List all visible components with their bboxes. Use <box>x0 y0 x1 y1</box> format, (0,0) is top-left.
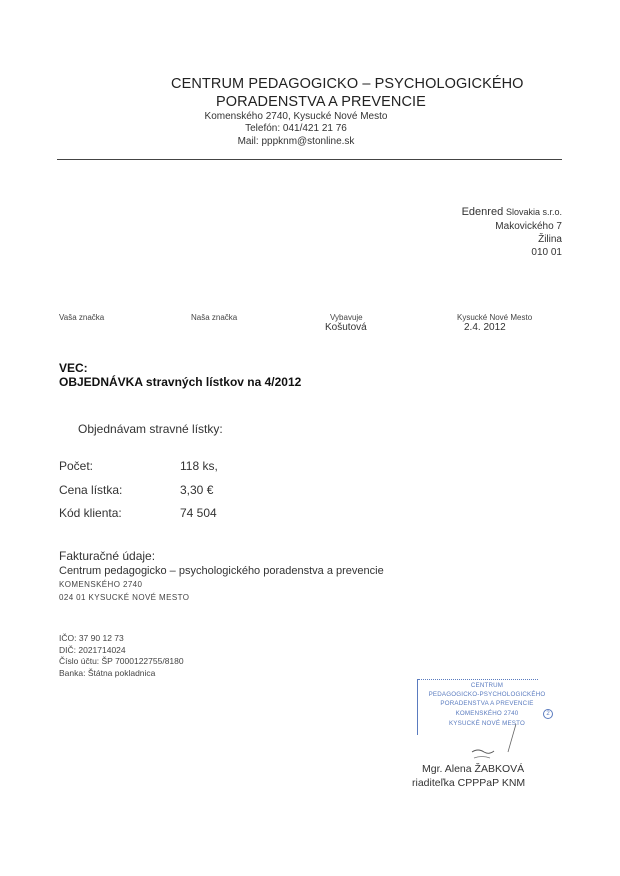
order-intro: Objednávam stravné lístky: <box>78 422 223 436</box>
signatory-name: Mgr. Alena ŽABKOVÁ <box>422 763 525 775</box>
org-address: Komenského 2740, Kysucké Nové Mesto <box>204 111 388 122</box>
billing-heading: Fakturačné údaje: <box>59 549 156 563</box>
ref-place-label: Kysucké Nové Mesto <box>457 313 533 322</box>
org-name-line1: CENTRUM PEDAGOGICKO – PSYCHOLOGICKÉHO <box>171 76 524 92</box>
order-row-value: 74 504 <box>180 506 217 520</box>
stamp-line: PEDAGOGICKO-PSYCHOLOGICKÉHO <box>428 691 546 698</box>
billing-street: KOMENSKÉHO 2740 <box>59 580 143 589</box>
org-email: Mail: pppknm@stonline.sk <box>237 136 355 147</box>
recipient-company: Slovakia s.r.o. <box>505 207 562 217</box>
ico: IČO: 37 90 12 73 <box>59 633 124 643</box>
account-number: Číslo účtu: ŠP 7000122755/8180 <box>59 656 184 666</box>
org-name-line2: PORADENSTVA A PREVENCIE <box>216 94 426 110</box>
header-divider <box>57 159 562 160</box>
billing-name: Centrum pedagogicko – psychologického poradenstva a prevencie <box>59 565 384 577</box>
billing-city: 024 01 KYSUCKÉ NOVÉ MESTO <box>59 593 190 602</box>
stamp-line: KYSUCKÉ NOVÉ MESTO <box>448 720 526 727</box>
recipient-street: Makovického 7 <box>495 221 562 232</box>
subject-vec: VEC: <box>59 361 88 375</box>
order-row-label: Cena lístka: <box>59 483 123 497</box>
subject-title: OBJEDNÁVKA stravných lístkov na 4/2012 <box>59 375 302 389</box>
dic: DIČ: 2021714024 <box>59 645 126 655</box>
stamp-number: 2 <box>543 709 553 719</box>
stamp-line: CENTRUM <box>470 682 504 689</box>
stamp-line: KOMENSKÉHO 2740 <box>455 710 519 717</box>
order-row-value: 3,30 € <box>180 483 214 497</box>
bank: Banka: Štátna pokladnica <box>59 668 156 678</box>
order-row-label: Počet: <box>59 459 94 473</box>
recipient-name <box>462 206 562 218</box>
ref-vybavuje-value: Košutová <box>325 322 367 333</box>
ref-vasa-label: Vaša značka <box>59 313 105 322</box>
order-row-label: Kód klienta: <box>59 506 122 520</box>
order-row-value: 118 ks, <box>180 459 218 473</box>
ref-nasa-label: Naša značka <box>191 313 238 322</box>
stamp-line: PORADENSTVA A PREVENCIE <box>440 700 534 707</box>
signature-scribble <box>460 722 530 762</box>
org-phone: Telefón: 041/421 21 76 <box>245 123 347 134</box>
recipient-brand: Edenred <box>461 206 504 218</box>
ref-vybavuje-label: Vybavuje <box>330 313 363 322</box>
recipient-city: Žilina <box>538 234 562 245</box>
ref-date-value: 2.4. 2012 <box>464 322 506 333</box>
recipient-zip: 010 01 <box>531 247 562 258</box>
signatory-role: riaditeľka CPPPaP KNM <box>412 777 526 789</box>
stamp-top-border <box>418 679 538 680</box>
